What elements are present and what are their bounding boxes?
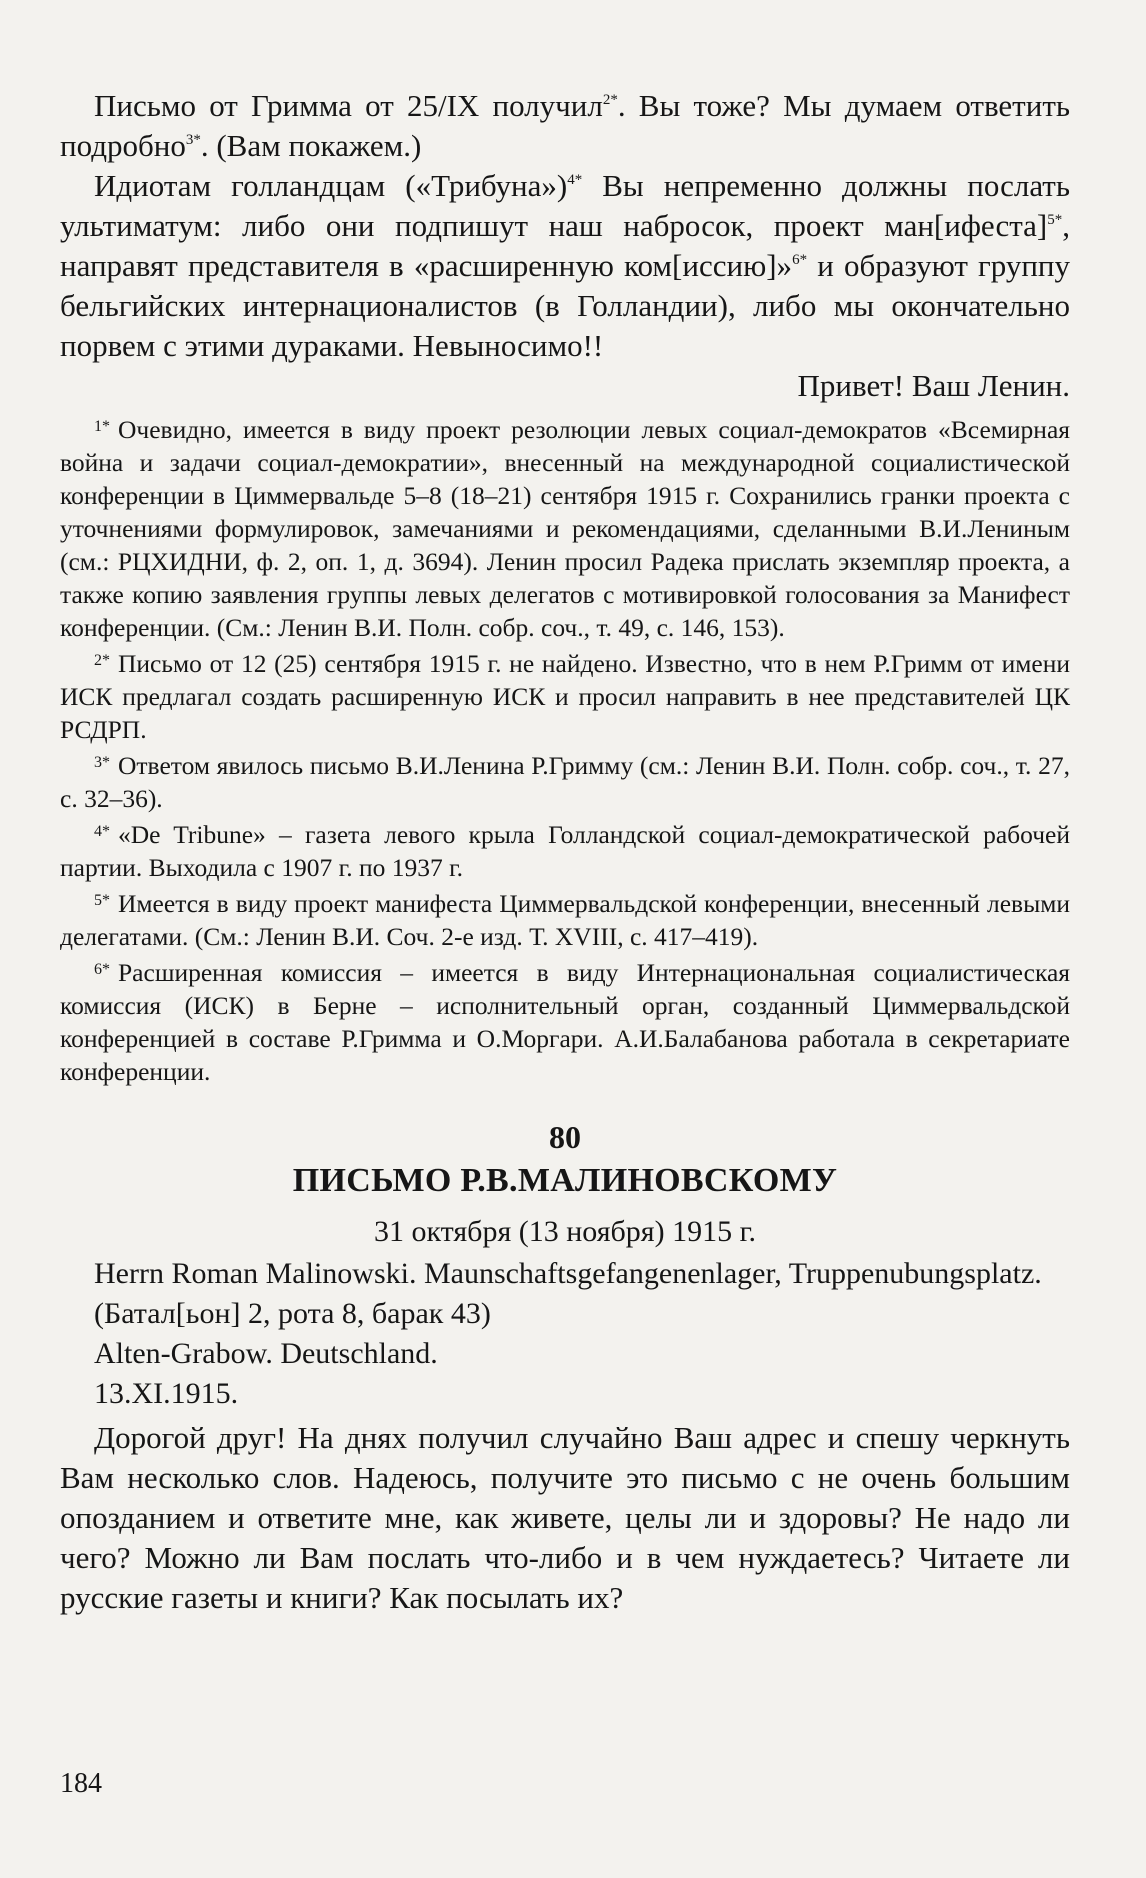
address-line: (Батал[ьон] 2, рота 8, барак 43) [94,1297,491,1330]
document-title: ПИСЬМО Р.В.МАЛИНОВСКОМУ [292,1162,838,1199]
footnote-ref: 5* [1047,212,1063,228]
letter-ending [60,86,1070,1618]
footnotes [60,410,1070,1088]
address-block [60,1254,1070,1414]
signature: Привет! Ваш Ленин. [797,368,1070,403]
footnote-ref: 2* [602,92,618,108]
paragraph: Идиотам голландцам («Трибуна»)$^{4*}$ Вы непременно должны послать ультиматум: либо они подпишут наш набросок, проект ман[ифеста]$^{5*}$, направят представителя в «расширенную ком[иссию]»$^{6*}$ и образуют группу бельгийских интернационалистов (в Голландии), либо мы окончательно порвем с этими дураками. Невыносимо!! [60,168,1070,363]
footnote: $^{5*}$ Имеется в виду проект манифеста Циммервальдской конференции, внесенный левыми делегатами. (См.: Ленин В.И. Соч. 2-е изд. Т. XVIII, с. 417–419). [60,889,1070,951]
footnote: $^{2*}$ Письмо от 12 (25) сентября 1915 г. не найдено. Известно, что в нем Р.Гримм от имени ИСК предлагал создать расширенную ИСК и просил направить в нее представителей ЦК РСДРП. [60,649,1070,744]
address-line: 13.XI.1915. [94,1377,239,1410]
footnote-ref: 3* [185,132,201,148]
address-line: Herrn Roman Malinowski. Maunschaftsgefangenenlager, Truppenubungsplatz. [94,1257,1042,1290]
footnote-ref: 4* [567,172,583,188]
document-date: 31 октября (13 ноября) 1915 г. [373,1215,756,1248]
letter-body: Дорогой друг! На днях получил случайно Ваш адрес и спешу черкнуть Вам несколько слов. Надеюсь, получите это письмо с не очень большим опозданием и ответите мне, как живете, целы ли и здоровы? Не надо ли чего? Можно ли Вам послать что-либо и в чем нуждаетесь? Читаете ли русские газеты и книги? Как посылать их? [60,1420,1070,1615]
address-line: Alten-Grabow. Deutschland. [94,1337,438,1370]
page-number: 184 [60,1768,102,1799]
footnote: $^{6*}$ Расширенная комиссия – имеется в виду Интернациональная социалистическая комиссия (ИСК) в Берне – исполнительный орган, созданный Циммервальдской конференцией в составе Р.Гримма и О.Моргари. А.И.Балабанова работала в секретариате конференции. [60,958,1070,1086]
paragraph: Письмо от Гримма от 25/IX получил$^{2*}$. Вы тоже? Мы думаем ответить подробно$^{3*}$. (Вам покажем.) [60,88,1071,163]
footnote: $^{3*}$ Ответом явилось письмо В.И.Ленина Р.Гримму (см.: Ленин В.И. Полн. собр. соч., т. 27, с. 32–36). [60,751,1070,813]
footnote: $^{4*}$ «De Tribune» – газета левого крыла Голландской социал-демократической рабочей партии. Выходила с 1907 г. по 1937 г. [60,820,1070,882]
document-number: 80 [549,1119,581,1155]
footnote-ref: 6* [792,252,808,268]
footnote: $^{1*}$ Очевидно, имеется в виду проект резолюции левых социал-демократов «Всемирная война и задачи социал-демократии», внесенный на международной социалистической конференции в Циммервальде 5–8 (18–21) сентября 1915 г. Сохранились гранки проекта с уточнениями формулировок, замечаниями и рекомендациями, сделанными В.И.Лениным (см.: РЦХИДНИ, ф. 2, оп. 1, д. 3694). Ленин просил Радека прислать экземпляр проекта, а также копию заявления группы левых делегатов с мотивировкой голосования за Манифест конференции. (См.: Ленин В.И. Полн. собр. соч., т. 49, с. 146, 153). [60,415,1070,642]
